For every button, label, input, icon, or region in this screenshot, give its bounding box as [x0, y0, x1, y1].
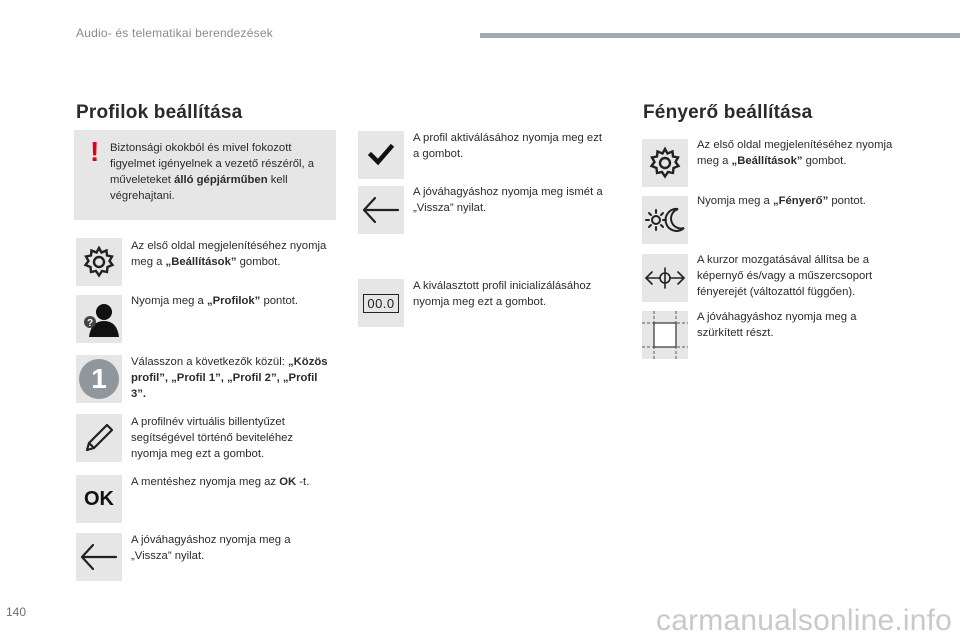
grid-area-icon [642, 311, 688, 359]
number-one-icon: 1 [76, 355, 122, 403]
step-text: Válasszon a következők közül: „Közös profil”, „Profil 1”, „Profil 2”, „Profil 3”. [131, 356, 328, 400]
profiles-heading: Profilok beállítása [76, 102, 243, 123]
ok-icon: OK [76, 475, 122, 523]
brightness-heading: Fényerő beállítása [643, 102, 813, 123]
slider-icon [642, 254, 688, 302]
step-text: A profil aktiválásához nyomja meg ezt a gombot. [413, 132, 603, 160]
step-text: A profilnév virtuális billentyűzet segítségével történő beviteléhez nyomja meg ezt a gombot. [131, 416, 294, 460]
reset-icon: 00.0 [358, 279, 404, 327]
sun-moon-icon [642, 196, 688, 244]
gear-icon [642, 139, 688, 187]
warning-icon: ! [90, 136, 100, 167]
back-arrow-icon [358, 186, 404, 234]
profile-icon [76, 295, 122, 343]
svg-text:?: ? [86, 318, 94, 329]
step-text: Az első oldal megjelenítéséhez nyomja meg a „Beállítások” gombot. [131, 240, 327, 268]
step-text: Nyomja meg a „Fényerő” pontot. [697, 195, 866, 207]
step-text: A kurzor mozgatásával állítsa be a képernyő és/vagy a műszercsoport fényerejét (változattól függően). [697, 254, 873, 298]
section-header: Audio- és telematikai berendezések [76, 26, 273, 40]
watermark: carmanualsonline.info [656, 604, 953, 637]
step-text: A mentéshez nyomja meg az OK -t. [131, 476, 310, 488]
step-text: A jóváhagyáshoz nyomja meg a szürkített részt. [697, 311, 857, 339]
page-number: 140 [6, 605, 27, 619]
step-text: Az első oldal megjelenítéséhez nyomja meg a „Beállítások” gombot. [697, 139, 893, 167]
header-bar [480, 33, 960, 38]
checkmark-icon [358, 131, 404, 179]
gear-icon [76, 238, 122, 286]
pencil-icon [76, 414, 122, 462]
step-text: Nyomja meg a „Profilok” pontot. [131, 295, 299, 307]
back-arrow-icon [76, 533, 122, 581]
step-text: A kiválasztott profil inicializálásához nyomja meg ezt a gombot. [413, 280, 592, 308]
warning-text: Biztonsági okokból és mivel fokozott figyelmet igényelnek a vezető részéről, a műveleteket álló gépjárműben kell végrehajtani. [110, 142, 315, 202]
step-text: A jóváhagyáshoz nyomja meg ismét a „Vissza” nyilat. [413, 186, 603, 214]
step-text: A jóváhagyáshoz nyomja meg a „Vissza” nyilat. [131, 534, 291, 562]
